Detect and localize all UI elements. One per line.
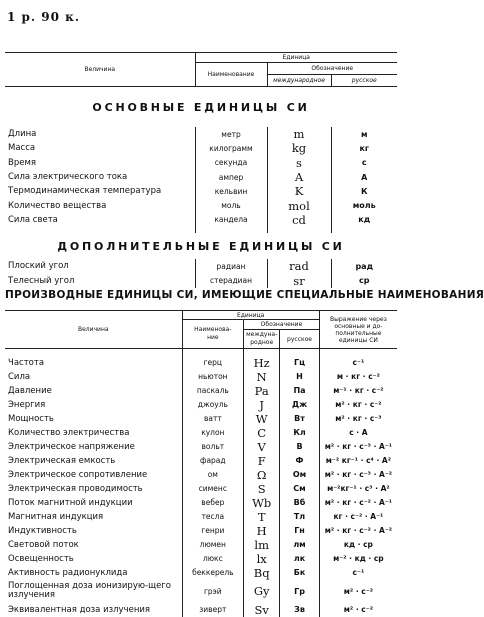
table-row xyxy=(5,454,397,468)
unit-symbol-russian: Вт xyxy=(280,412,320,426)
unit-expression: кг · с⁻² · А⁻¹ xyxy=(319,510,397,524)
unit-symbol-international: cd xyxy=(267,213,331,227)
unit-symbol-russian: м xyxy=(331,127,397,141)
table-row xyxy=(5,274,397,289)
unit-name: ньютон xyxy=(182,370,244,384)
table-row xyxy=(5,524,397,538)
section-title-supplementary: ДОПОЛНИТЕЛЬНЫЕ ЕДИНИЦЫ СИ xyxy=(57,239,345,253)
quantity-name: Электрическое напряжение xyxy=(8,441,135,452)
quantity-name: Эквивалентная доза излучения xyxy=(8,604,151,615)
unit-symbol-international: Gy xyxy=(244,580,280,603)
unit-symbol-international: K xyxy=(267,184,331,198)
unit-symbol-russian: кг xyxy=(331,141,397,155)
unit-symbol-russian: Дж xyxy=(280,398,320,412)
unit-symbol-international: C xyxy=(244,426,280,440)
header-name: Наименование xyxy=(195,63,267,87)
unit-symbol-international: mol xyxy=(267,198,331,212)
unit-expression: м² · кг · с⁻² xyxy=(319,398,397,412)
unit-name: тесла xyxy=(182,510,244,524)
base-units-table xyxy=(5,52,397,288)
header2-name: Наименова-ние xyxy=(182,320,244,349)
table-row xyxy=(5,603,397,617)
table-row xyxy=(5,566,397,580)
quantity-name: Время xyxy=(8,157,36,168)
header2-quantity: Величина xyxy=(5,311,182,349)
unit-expression: м² · кг · с⁻³ · А⁻¹ xyxy=(319,440,397,454)
derived-units-table xyxy=(5,310,397,617)
unit-symbol-russian: Бк xyxy=(280,566,320,580)
quantity-name: Электрическое сопротивление xyxy=(8,469,148,480)
quantity-name: Плоский угол xyxy=(8,261,69,272)
unit-symbol-international: Pa xyxy=(244,384,280,398)
unit-expression: м⁻² кг⁻¹ · с⁴ · А² xyxy=(319,454,397,468)
unit-name: беккерель xyxy=(182,566,244,580)
unit-symbol-international: sr xyxy=(267,274,331,289)
unit-symbol-international: T xyxy=(244,510,280,524)
unit-expression: м² · с⁻² xyxy=(319,603,397,617)
unit-symbol-russian: Гц xyxy=(280,356,320,370)
unit-symbol-russian: Н xyxy=(280,370,320,384)
unit-name: кельвин xyxy=(195,184,267,198)
table-row xyxy=(5,184,397,198)
unit-symbol-russian: К xyxy=(331,184,397,198)
unit-expression: м² · кг · с⁻³ · А⁻² xyxy=(319,468,397,482)
table-row xyxy=(5,141,397,155)
derived-units-title: ПРОИЗВОДНЫЕ ЕДИНИЦЫ СИ, ИМЕЮЩИЕ СПЕЦИАЛЬНЫЕ НАИМЕНОВАНИЯ xyxy=(5,289,484,301)
quantity-name: Энергия xyxy=(8,399,46,410)
unit-expression: м⁻¹ · кг · с⁻² xyxy=(319,384,397,398)
quantity-name: Термодинамическая температура xyxy=(8,186,162,197)
table-row xyxy=(5,213,397,227)
quantity-name: Магнитная индукция xyxy=(8,511,104,522)
unit-name: зиверт xyxy=(182,603,244,617)
unit-name: люмен xyxy=(182,538,244,552)
quantity-name: Длина xyxy=(8,129,37,140)
header-designation: Обозначение xyxy=(267,63,397,75)
unit-symbol-international: J xyxy=(244,398,280,412)
unit-name: люкс xyxy=(182,552,244,566)
unit-expression: м² · кг · с⁻² · А⁻¹ xyxy=(319,496,397,510)
unit-symbol-international: H xyxy=(244,524,280,538)
table-row xyxy=(5,482,397,496)
unit-name: кулон xyxy=(182,426,244,440)
unit-name: килограмм xyxy=(195,141,267,155)
unit-symbol-international: m xyxy=(267,127,331,141)
table-row xyxy=(5,156,397,170)
unit-expression: м² · с⁻² xyxy=(319,580,397,603)
unit-symbol-international: Hz xyxy=(244,356,280,370)
unit-symbol-russian: с xyxy=(331,156,397,170)
unit-name: радиан xyxy=(195,259,267,274)
unit-symbol-russian: Гн xyxy=(280,524,320,538)
header2-expression: Выражение через основные и до-полнительные единицы СИ xyxy=(319,311,397,349)
unit-symbol-international: s xyxy=(267,156,331,170)
header-unit: Единица xyxy=(195,53,397,63)
unit-name: грэй xyxy=(182,580,244,603)
quantity-name: Активность радионуклида xyxy=(8,567,128,578)
unit-symbol-international: F xyxy=(244,454,280,468)
table-row xyxy=(5,496,397,510)
table-row xyxy=(5,127,397,141)
quantity-name: Давление xyxy=(8,385,52,396)
unit-expression: м² · кг · с⁻² · А⁻² xyxy=(319,524,397,538)
unit-symbol-international: W xyxy=(244,412,280,426)
unit-name: вебер xyxy=(182,496,244,510)
quantity-name: Частота xyxy=(8,357,45,368)
unit-symbol-international: Wb xyxy=(244,496,280,510)
unit-name: моль xyxy=(195,198,267,212)
table-row xyxy=(5,356,397,370)
unit-symbol-international: lx xyxy=(244,552,280,566)
unit-expression: с · А xyxy=(319,426,397,440)
quantity-name: Электрическая проводимость xyxy=(8,483,143,494)
table-row xyxy=(5,398,397,412)
unit-expression: м⁻² · кд · ср xyxy=(319,552,397,566)
table-row xyxy=(5,412,397,426)
quantity-name: Сила электрического тока xyxy=(8,172,128,183)
unit-expression: м² · кг · с⁻³ xyxy=(319,412,397,426)
unit-expression: с⁻¹ xyxy=(319,356,397,370)
unit-symbol-russian: Вб xyxy=(280,496,320,510)
unit-symbol-russian: А xyxy=(331,170,397,184)
table-row xyxy=(5,259,397,274)
table-row xyxy=(5,552,397,566)
unit-name: ампер xyxy=(195,170,267,184)
unit-symbol-russian: Кл xyxy=(280,426,320,440)
unit-symbol-russian: В xyxy=(280,440,320,454)
unit-symbol-international: Sv xyxy=(244,603,280,617)
unit-symbol-international: lm xyxy=(244,538,280,552)
table-row xyxy=(5,170,397,184)
table-row xyxy=(5,370,397,384)
unit-symbol-international: N xyxy=(244,370,280,384)
table-row xyxy=(5,580,397,603)
page-number: 1 р. 90 к. xyxy=(7,10,80,24)
unit-name: секунда xyxy=(195,156,267,170)
quantity-name: Поток магнитной индукции xyxy=(8,497,133,508)
header2-designation: Обозначение xyxy=(244,320,320,330)
unit-symbol-russian: Гр xyxy=(280,580,320,603)
unit-expression: м⁻²кг⁻¹ · с³ · А² xyxy=(319,482,397,496)
header2-unit: Единица xyxy=(182,311,319,320)
unit-symbol-russian: лк xyxy=(280,552,320,566)
quantity-name: Электрическая емкость xyxy=(8,455,116,466)
header-russian: русское xyxy=(331,75,397,87)
unit-symbol-russian: ср xyxy=(331,274,397,289)
quantity-name: Световой поток xyxy=(8,539,79,550)
unit-name: стерадиан xyxy=(195,274,267,289)
unit-name: вольт xyxy=(182,440,244,454)
unit-name: джоуль xyxy=(182,398,244,412)
unit-symbol-international: kg xyxy=(267,141,331,155)
quantity-name: Телесный угол xyxy=(8,275,75,286)
quantity-name: Масса xyxy=(8,143,36,154)
unit-symbol-russian: Тл xyxy=(280,510,320,524)
quantity-name: Сила xyxy=(8,371,31,382)
unit-expression: с⁻¹ xyxy=(319,566,397,580)
unit-symbol-international: Bq xyxy=(244,566,280,580)
unit-symbol-russian: кд xyxy=(331,213,397,227)
section-title-base: ОСНОВНЫЕ ЕДИНИЦЫ СИ xyxy=(92,100,310,114)
table-row xyxy=(5,538,397,552)
unit-name: сименс xyxy=(182,482,244,496)
table-row xyxy=(5,198,397,212)
header-quantity: Величина xyxy=(5,53,195,87)
unit-name: герц xyxy=(182,356,244,370)
unit-name: паскаль xyxy=(182,384,244,398)
unit-name: ватт xyxy=(182,412,244,426)
unit-symbol-russian: Па xyxy=(280,384,320,398)
unit-symbol-international: rad xyxy=(267,259,331,274)
unit-name: метр xyxy=(195,127,267,141)
unit-name: генри xyxy=(182,524,244,538)
quantity-name: Количество вещества xyxy=(8,200,107,211)
quantity-name: Мощность xyxy=(8,413,54,424)
header-international: международное xyxy=(267,75,331,87)
unit-symbol-international: A xyxy=(267,170,331,184)
table-row xyxy=(5,426,397,440)
unit-expression: м · кг · с⁻² xyxy=(319,370,397,384)
table-row xyxy=(5,440,397,454)
unit-symbol-russian: Ом xyxy=(280,468,320,482)
quantity-name: Индуктивность xyxy=(8,525,77,536)
unit-symbol-international: Ω xyxy=(244,468,280,482)
quantity-name: Сила света xyxy=(8,214,58,225)
unit-name: ом xyxy=(182,468,244,482)
unit-symbol-russian: рад xyxy=(331,259,397,274)
table-row xyxy=(5,468,397,482)
unit-name: кандела xyxy=(195,213,267,227)
quantity-name: Поглощенная доза ионизирую-щего излучения xyxy=(8,581,171,600)
quantity-name: Количество электричества xyxy=(8,427,130,438)
header2-international: междуна-родное xyxy=(244,330,280,349)
unit-symbol-russian: лм xyxy=(280,538,320,552)
unit-name: фарад xyxy=(182,454,244,468)
quantity-name: Освещенность xyxy=(8,553,74,564)
table-row xyxy=(5,384,397,398)
unit-symbol-russian: моль xyxy=(331,198,397,212)
header2-russian: русское xyxy=(280,330,320,349)
unit-symbol-russian: Ф xyxy=(280,454,320,468)
table-row xyxy=(5,510,397,524)
unit-symbol-russian: См xyxy=(280,482,320,496)
unit-symbol-russian: Зв xyxy=(280,603,320,617)
unit-symbol-international: V xyxy=(244,440,280,454)
unit-symbol-international: S xyxy=(244,482,280,496)
unit-expression: кд · ср xyxy=(319,538,397,552)
